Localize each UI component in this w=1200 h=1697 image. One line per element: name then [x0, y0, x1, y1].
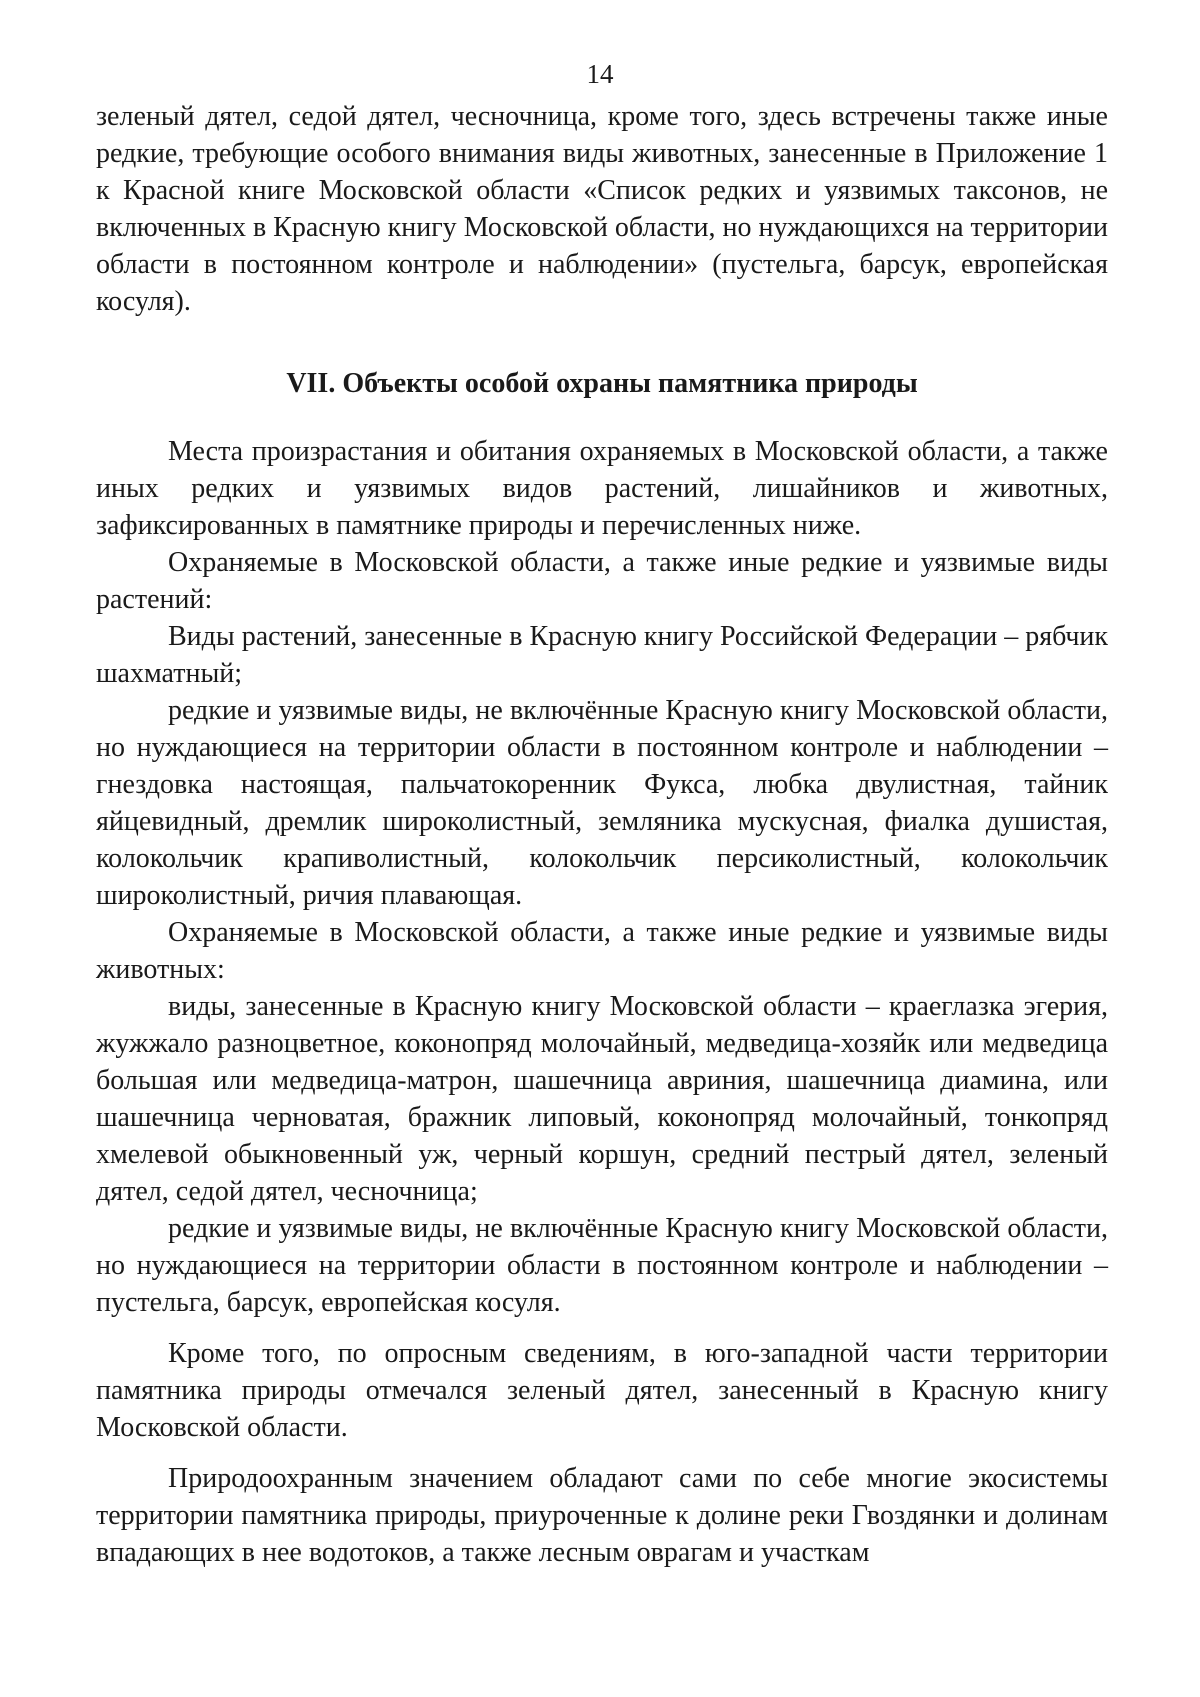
section-heading: VII. Объекты особой охраны памятника природы [286, 368, 918, 399]
paragraph-plants-rf-red-book: Виды растений, занесенные в Красную книгу Российской Федерации – рябчик шахматный; [96, 621, 1108, 689]
paragraph-survey-info: Кроме того, по опросным сведениям, в юго-западной части территории памятника природы отмечался зеленый дятел, занесенный в Красную книгу Московской области. [96, 1338, 1108, 1443]
paragraph-animals-red-book: виды, занесенные в Красную книгу Московской области – краеглазка эгерия, жужжало разноцветное, коконопряд молочайный, медведица-хозяйк или медведица большая или медведица-матрон, шашечница авриния, шашечница диамина, или шашечница черноватая, бражник липовый, коконопряд молочайный, тонкопряд хмелевой обыкновенный уж, черный коршун, средний пестрый дятел, зеленый дятел, седой дятел, чесночница; [96, 991, 1108, 1207]
paragraph-protected-sites: Места произрастания и обитания охраняемых в Московской области, а также иных редких и уязвимых видов растений, лишайников и животных, зафиксированных в памятнике природы и перечисленных ниже. [96, 436, 1108, 541]
page-number: 14 [586, 59, 614, 89]
paragraph-plants-intro: Охраняемые в Московской области, а также иные редкие и уязвимые виды растений: [96, 547, 1108, 615]
section-body [96, 433, 1108, 1571]
paragraph-animals-rare: редкие и уязвимые виды, не включённые Красную книгу Московской области, но нуждающиеся на территории области в постоянном контроле и наблюдении – пустельга, барсук, европейская косуля. [96, 1213, 1108, 1318]
section-heading-block [96, 365, 1108, 402]
paragraph-animals-intro: Охраняемые в Московской области, а также иные редкие и уязвимые виды животных: [96, 917, 1108, 985]
intro-block [96, 98, 1108, 320]
paragraph-ecosystems: Природоохранным значением обладают сами по себе многие экосистемы территории памятника природы, приуроченные к долине реки Гвоздянки и долинам впадающих в нее водотоков, а также лесным оврагам и участкам [96, 1463, 1108, 1568]
paragraph-plants-rare: редкие и уязвимые виды, не включённые Красную книгу Московской области, но нуждающиеся на территории области в постоянном контроле и наблюдении – гнездовка настоящая, пальчатокоренник Фукса, любка двулистная, тайник яйцевидный, дремлик широколистный, земляника мускусная, фиалка душистая, колокольчик крапиволистный, колокольчик персиколистный, колокольчик широколистный, ричия плавающая. [96, 695, 1108, 911]
intro-paragraph: зеленый дятел, седой дятел, чесночница, кроме того, здесь встречены также иные редкие, требующие особого внимания виды животных, занесенные в Приложение 1 к Красной книге Московской области «Список редких и уязвимых таксонов, не включенных в Красную книгу Московской области, но нуждающихся на территории области в постоянном контроле и наблюдении» (пустельга, барсук, европейская косуля). [96, 101, 1108, 317]
